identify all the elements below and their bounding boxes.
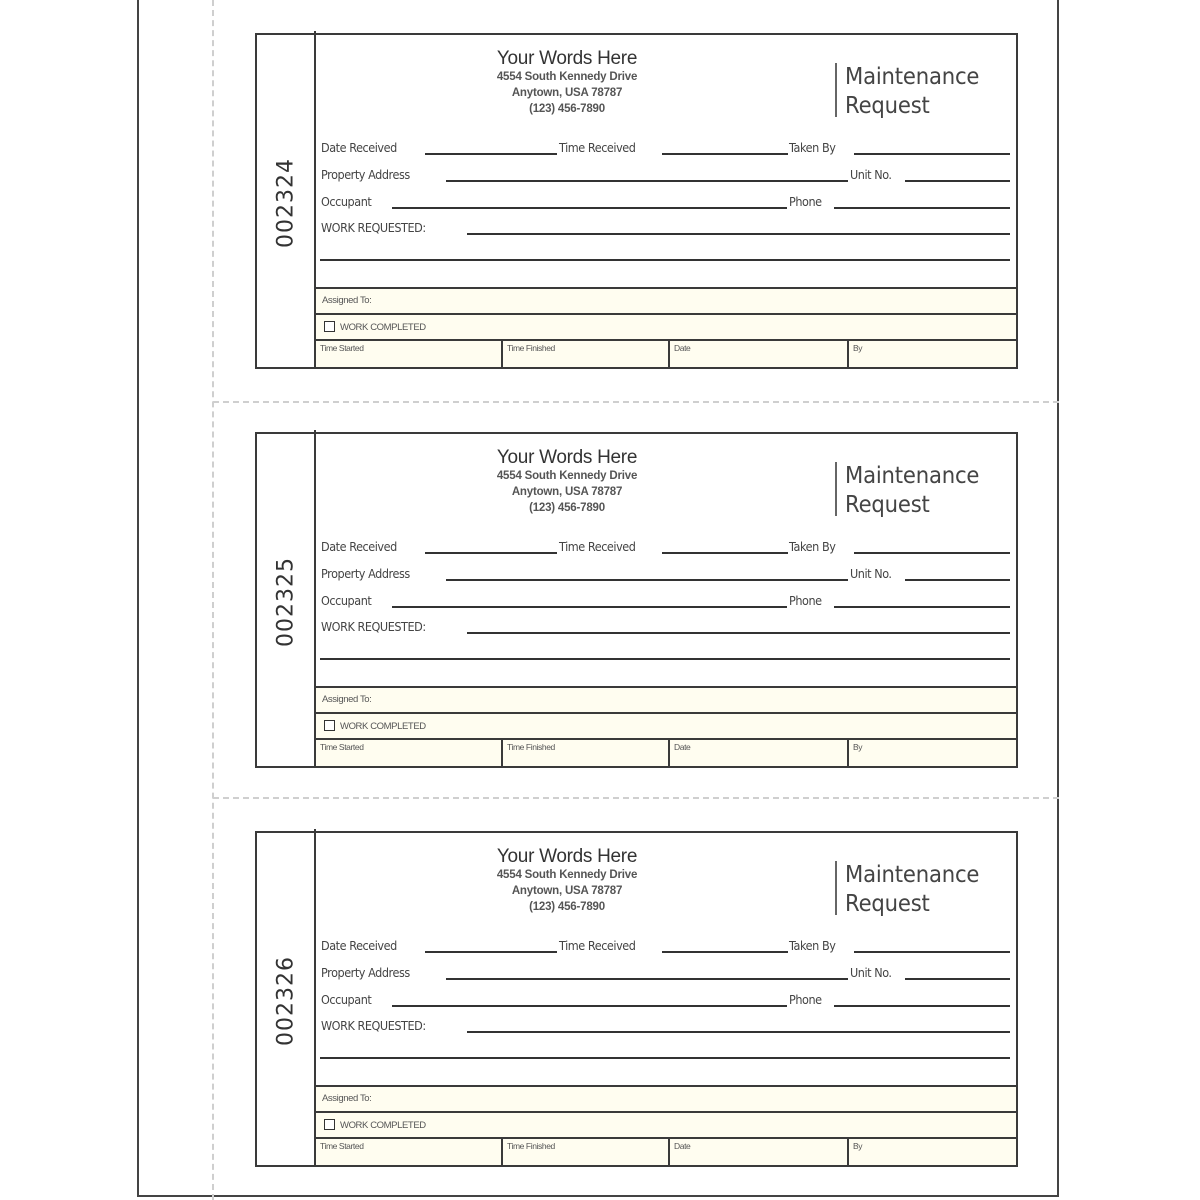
date-received-field[interactable]: [425, 153, 557, 155]
unit-no-label: Unit No.: [850, 167, 892, 182]
unit-no-field[interactable]: [905, 978, 1010, 980]
company-header: [467, 49, 667, 117]
form-title: [835, 861, 991, 915]
work-completed-label: WORK COMPLETED: [340, 721, 426, 732]
by-cell[interactable]: [847, 1139, 1016, 1165]
company-name: Your Words Here: [496, 846, 638, 867]
time-started-cell[interactable]: [316, 740, 502, 766]
company-address-line1: 4554 South Kennedy Drive: [496, 71, 638, 83]
date-label: Date: [674, 742, 691, 752]
time-started-label: Time Started: [320, 742, 364, 752]
stub-divider-tick: [314, 430, 316, 434]
date-cell[interactable]: [668, 740, 848, 766]
phone-label: Phone: [789, 194, 822, 209]
occupant-field[interactable]: [392, 606, 787, 608]
time-started-cell[interactable]: [316, 341, 502, 367]
assigned-to-label: Assigned To:: [322, 295, 372, 306]
form-title-line1: Maintenance: [845, 64, 980, 90]
company-phone: (123) 456-7890: [529, 103, 605, 115]
completion-details-row: [316, 1137, 1016, 1165]
form-title-line2: Request: [845, 492, 930, 518]
occupant-label: Occupant: [321, 593, 372, 608]
work-requested-field[interactable]: [467, 632, 1010, 634]
phone-label: Phone: [789, 992, 822, 1007]
date-label: Date: [674, 343, 691, 353]
form-stub: [257, 833, 316, 1165]
date-received-field[interactable]: [425, 552, 557, 554]
completion-details-row: [316, 738, 1016, 766]
form-title: [835, 63, 991, 117]
taken-by-field[interactable]: [854, 951, 1010, 953]
property-address-field[interactable]: [446, 579, 848, 581]
time-received-label: Time Received: [559, 140, 636, 155]
time-received-field[interactable]: [662, 153, 788, 155]
work-requested-field[interactable]: [467, 1031, 1010, 1033]
unit-no-label: Unit No.: [850, 566, 892, 581]
date-received-field[interactable]: [425, 951, 557, 953]
date-cell[interactable]: [668, 341, 848, 367]
date-cell[interactable]: [668, 1139, 848, 1165]
property-address-field[interactable]: [446, 978, 848, 980]
assigned-to-label: Assigned To:: [322, 1093, 372, 1104]
horizontal-perforation-line: [213, 797, 1059, 799]
by-label: By: [853, 1141, 863, 1151]
form-title: [835, 462, 991, 516]
work-completed-row: [316, 313, 1016, 339]
company-address-line2: Anytown, USA 78787: [511, 885, 623, 897]
company-phone: (123) 456-7890: [529, 901, 605, 913]
by-cell[interactable]: [847, 341, 1016, 367]
phone-field[interactable]: [834, 207, 1010, 209]
company-name: Your Words Here: [496, 447, 638, 468]
time-finished-label: Time Finished: [507, 1141, 555, 1151]
work-requested-field-line2[interactable]: [320, 658, 1010, 660]
time-started-label: Time Started: [320, 343, 364, 353]
property-address-field[interactable]: [446, 180, 848, 182]
taken-by-label: Taken By: [789, 539, 836, 554]
time-started-cell[interactable]: [316, 1139, 502, 1165]
by-label: By: [853, 343, 863, 353]
time-finished-cell[interactable]: [501, 1139, 669, 1165]
date-received-label: Date Received: [321, 938, 397, 953]
work-completed-row: [316, 712, 1016, 738]
property-address-label: Property Address: [321, 566, 410, 581]
stub-divider-tick: [314, 31, 316, 35]
company-header: [467, 448, 667, 516]
company-name: Your Words Here: [496, 48, 638, 69]
assigned-to-label: Assigned To:: [322, 694, 372, 705]
work-requested-label: WORK REQUESTED:: [321, 619, 426, 634]
taken-by-label: Taken By: [789, 938, 836, 953]
work-completed-row: [316, 1111, 1016, 1137]
work-completed-checkbox[interactable]: [324, 720, 335, 731]
form-title-line1: Maintenance: [845, 862, 980, 888]
by-label: By: [853, 742, 863, 752]
occupant-label: Occupant: [321, 194, 372, 209]
form-title-line2: Request: [845, 93, 930, 119]
occupant-label: Occupant: [321, 992, 372, 1007]
assigned-to-row: [316, 1085, 1016, 1112]
time-finished-label: Time Finished: [507, 343, 555, 353]
horizontal-perforation-line: [213, 401, 1059, 403]
unit-no-label: Unit No.: [850, 965, 892, 980]
maintenance-request-form: [255, 432, 1018, 768]
vertical-perforation-line: [212, 0, 214, 1200]
phone-field[interactable]: [834, 1005, 1010, 1007]
work-requested-field[interactable]: [467, 233, 1010, 235]
assigned-to-row: [316, 287, 1016, 314]
maintenance-request-form: [255, 831, 1018, 1167]
serial-number: 002326: [273, 956, 299, 1046]
work-requested-field-line2[interactable]: [320, 259, 1010, 261]
taken-by-field[interactable]: [854, 552, 1010, 554]
completion-details-row: [316, 339, 1016, 367]
time-finished-cell[interactable]: [501, 341, 669, 367]
date-received-label: Date Received: [321, 539, 397, 554]
property-address-label: Property Address: [321, 965, 410, 980]
company-header: [467, 847, 667, 915]
serial-number: 002325: [273, 557, 299, 647]
occupant-field[interactable]: [392, 207, 787, 209]
work-requested-field-line2[interactable]: [320, 1057, 1010, 1059]
time-received-field[interactable]: [662, 552, 788, 554]
work-completed-label: WORK COMPLETED: [340, 322, 426, 333]
phone-label: Phone: [789, 593, 822, 608]
date-label: Date: [674, 1141, 691, 1151]
time-finished-cell[interactable]: [501, 740, 669, 766]
property-address-label: Property Address: [321, 167, 410, 182]
work-completed-label: WORK COMPLETED: [340, 1120, 426, 1131]
form-stub: [257, 434, 316, 766]
work-completed-checkbox[interactable]: [324, 321, 335, 332]
phone-field[interactable]: [834, 606, 1010, 608]
company-phone: (123) 456-7890: [529, 502, 605, 514]
form-title-line1: Maintenance: [845, 463, 980, 489]
time-received-label: Time Received: [559, 938, 636, 953]
company-address-line2: Anytown, USA 78787: [511, 87, 623, 99]
work-requested-label: WORK REQUESTED:: [321, 220, 426, 235]
taken-by-field[interactable]: [854, 153, 1010, 155]
company-address-line1: 4554 South Kennedy Drive: [496, 869, 638, 881]
serial-number: 002324: [273, 158, 299, 248]
date-received-label: Date Received: [321, 140, 397, 155]
time-received-field[interactable]: [662, 951, 788, 953]
company-address-line2: Anytown, USA 78787: [511, 486, 623, 498]
time-received-label: Time Received: [559, 539, 636, 554]
stub-divider-tick: [314, 829, 316, 833]
unit-no-field[interactable]: [905, 180, 1010, 182]
form-stub: [257, 35, 316, 367]
work-requested-label: WORK REQUESTED:: [321, 1018, 426, 1033]
unit-no-field[interactable]: [905, 579, 1010, 581]
taken-by-label: Taken By: [789, 140, 836, 155]
company-address-line1: 4554 South Kennedy Drive: [496, 470, 638, 482]
time-finished-label: Time Finished: [507, 742, 555, 752]
maintenance-request-form: [255, 33, 1018, 369]
work-completed-checkbox[interactable]: [324, 1119, 335, 1130]
assigned-to-row: [316, 686, 1016, 713]
by-cell[interactable]: [847, 740, 1016, 766]
form-title-line2: Request: [845, 891, 930, 917]
occupant-field[interactable]: [392, 1005, 787, 1007]
time-started-label: Time Started: [320, 1141, 364, 1151]
